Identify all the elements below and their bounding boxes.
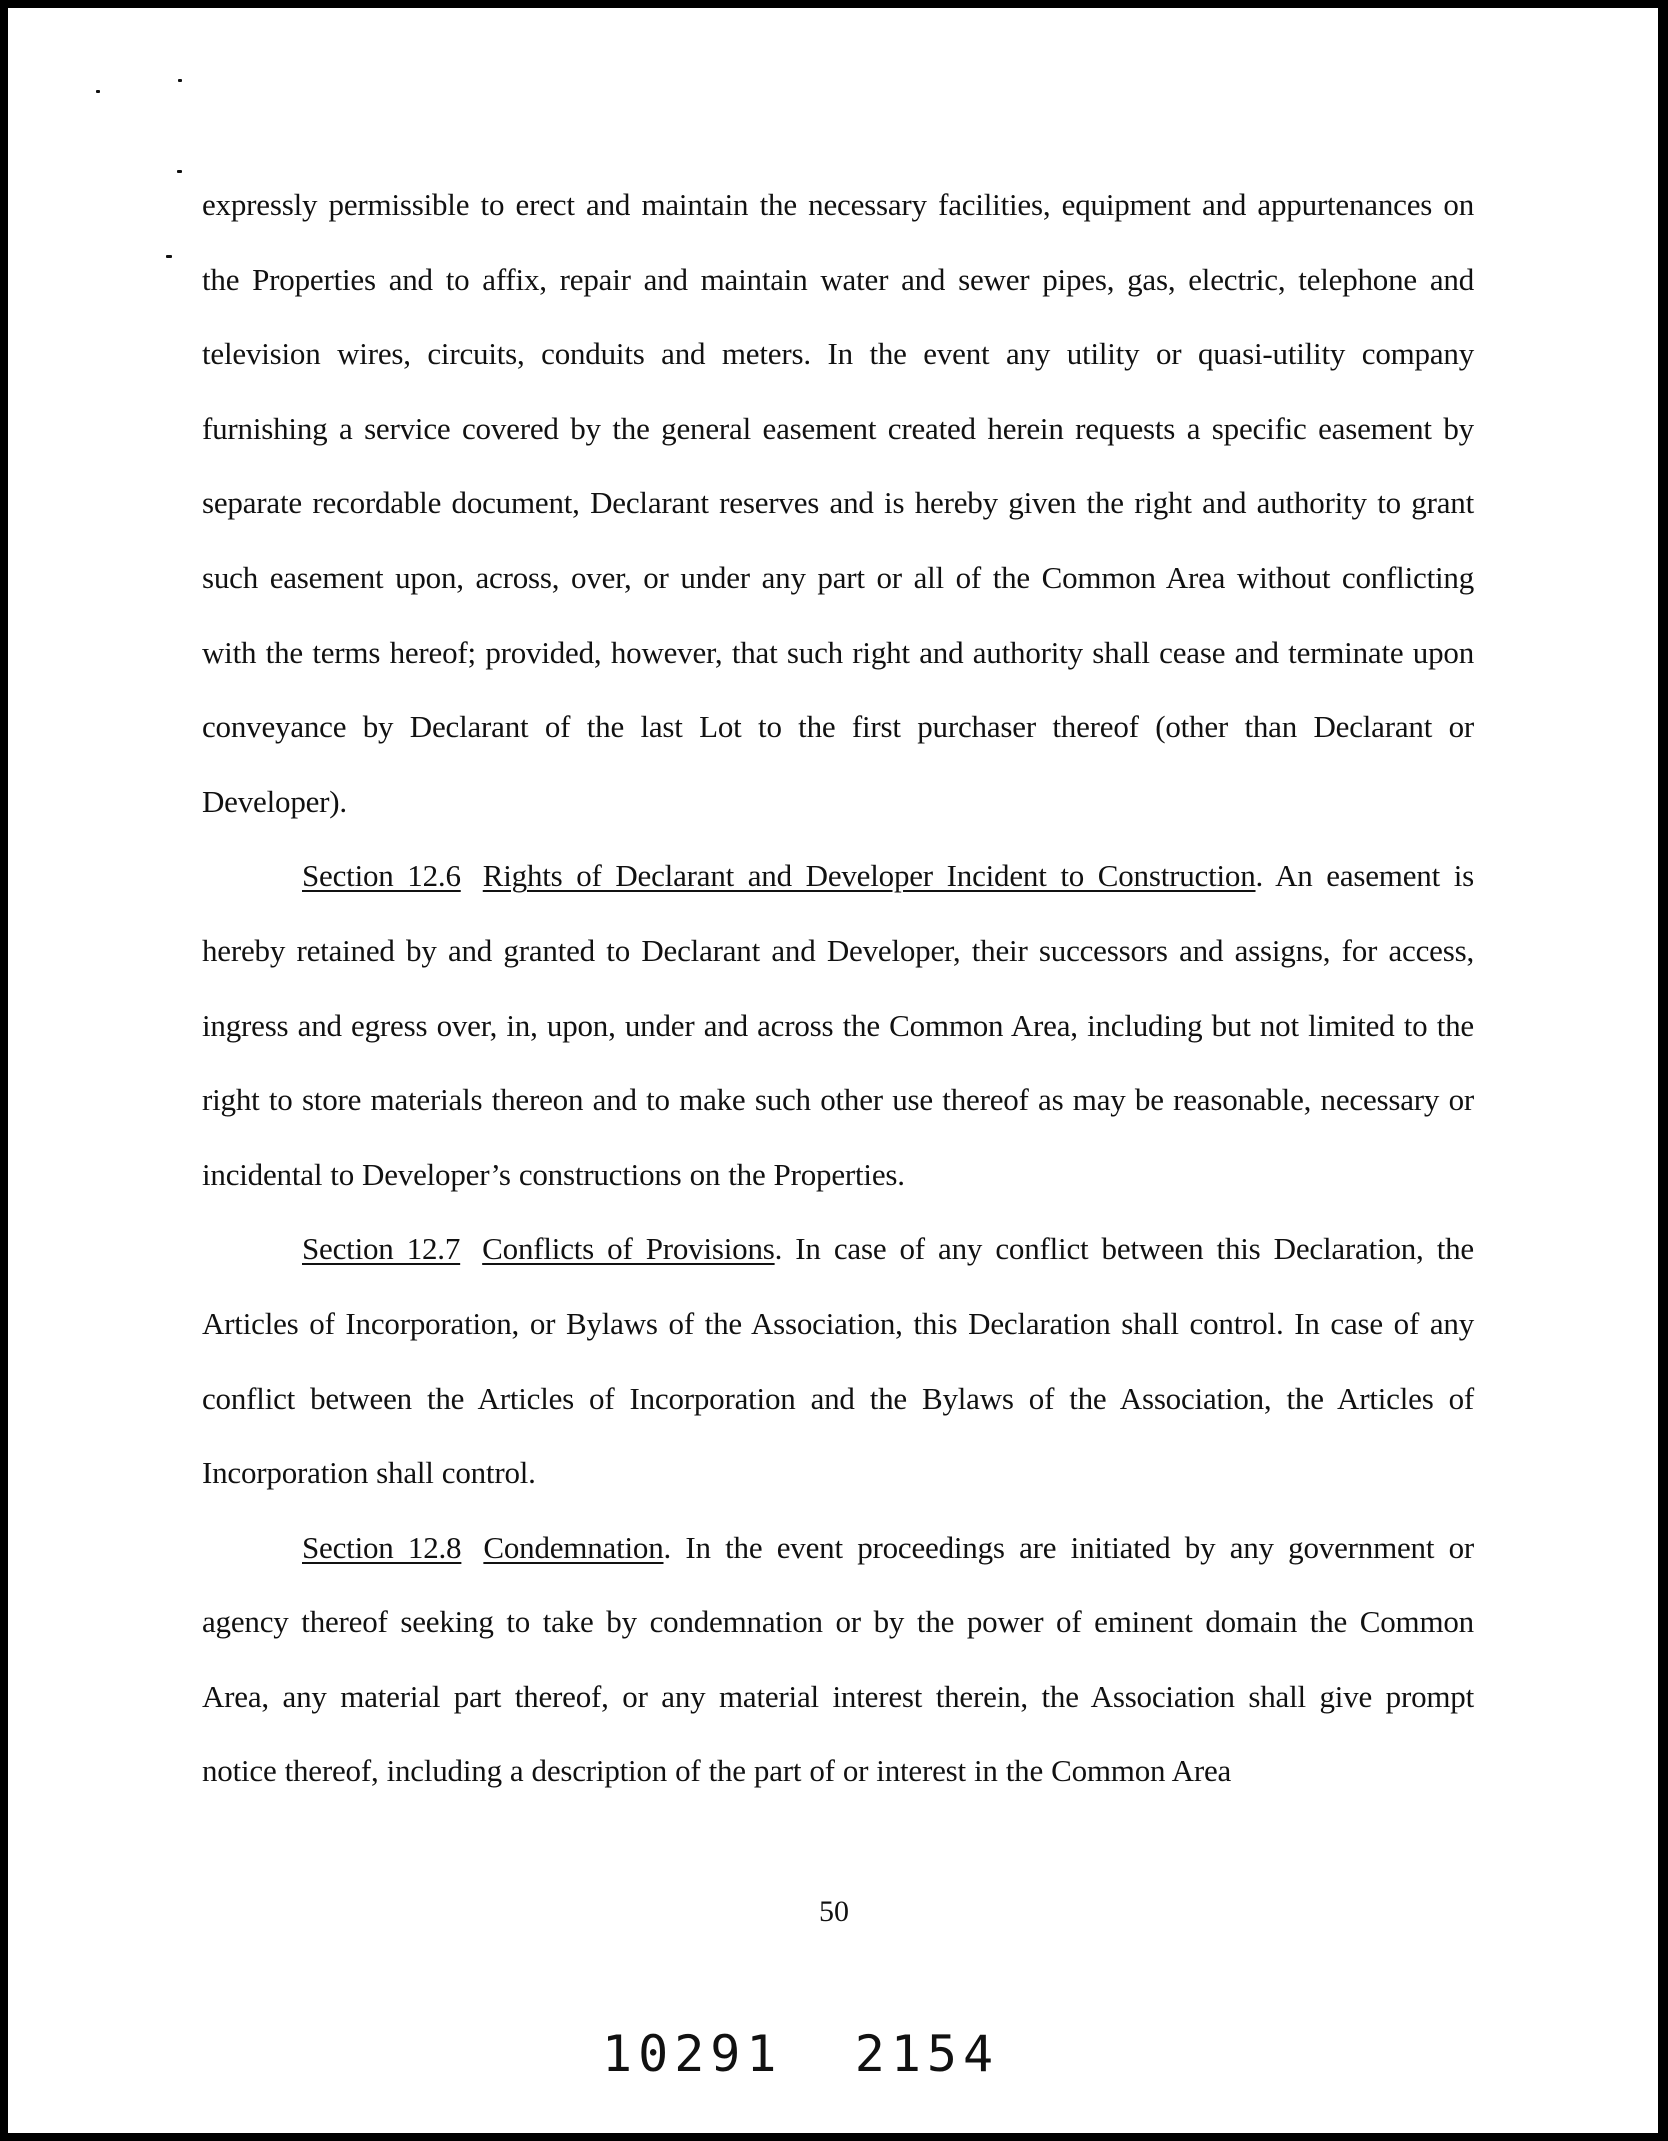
scan-speck xyxy=(96,90,100,93)
section-12-8-text: . In the event proceedings are initiated by any government or agency thereof seeking to take by condemnation or by the power of eminent domain the Common Area, any material part thereof, or any material interest therein, the Association shall give prompt notice thereof, including a description of the part of or interest in the Common Area xyxy=(202,1529,1475,1789)
scan-speck xyxy=(178,79,182,82)
scan-speck xyxy=(166,255,172,258)
scan-speck xyxy=(177,170,182,173)
section-12-7-number: Section 12.7 xyxy=(302,1231,461,1267)
document-body xyxy=(202,168,1474,1809)
section-12-7-paragraph xyxy=(202,1212,1474,1510)
section-12-6-paragraph xyxy=(202,839,1474,1212)
section-12-6-title: Rights of Declarant and Developer Incident to Construction xyxy=(482,858,1256,894)
page-number: 50 xyxy=(819,1895,849,1928)
section-12-8-number: Section 12.8 xyxy=(302,1529,462,1565)
opening-paragraph: expressly permissible to erect and maintain the necessary facilities, equipment and appurtenances on the Properties and to affix, repair and maintain water and sewer pipes, gas, electric, telephone and television wires, circuits, conduits and meters. In the event any utility or quasi-utility company furnishing a service covered by the general easement created herein requests a specific easement by separate recordable document, Declarant reserves and is hereby given the right and authority to grant such easement upon, across, over, or under any part or all of the Common Area without conflicting with the terms hereof; provided, however, that such right and authority shall cease and terminate upon conveyance by Declarant of the last Lot to the first purchaser thereof (other than Declarant or Developer). xyxy=(202,187,1474,819)
section-12-6-number: Section 12.6 xyxy=(302,858,461,894)
section-12-8-title: Condemnation xyxy=(483,1529,664,1565)
section-12-8-paragraph xyxy=(202,1511,1474,1809)
section-12-7-text: . In case of any conflict between this Declaration, the Articles of Incorporation, or Bylaws of the Association, this Declaration shall control. In case of any conflict between the Articles of Incorporation and the Bylaws of the Association, the Articles of Incorporation shall control. xyxy=(202,1231,1474,1491)
section-12-6-text: . An easement is hereby retained by and granted to Declarant and Developer, their successors and assigns, for access, ingress and egress over, in, upon, under and across the Common Area, including but not limited to the right to store materials thereon and to make such other use thereof as may be reasonable, necessary or incidental to Developer’s constructions on the Properties. xyxy=(202,858,1474,1192)
book-page-stamp: 10291 2154 xyxy=(602,2025,1000,2083)
section-12-7-title: Conflicts of Provisions xyxy=(482,1231,775,1267)
